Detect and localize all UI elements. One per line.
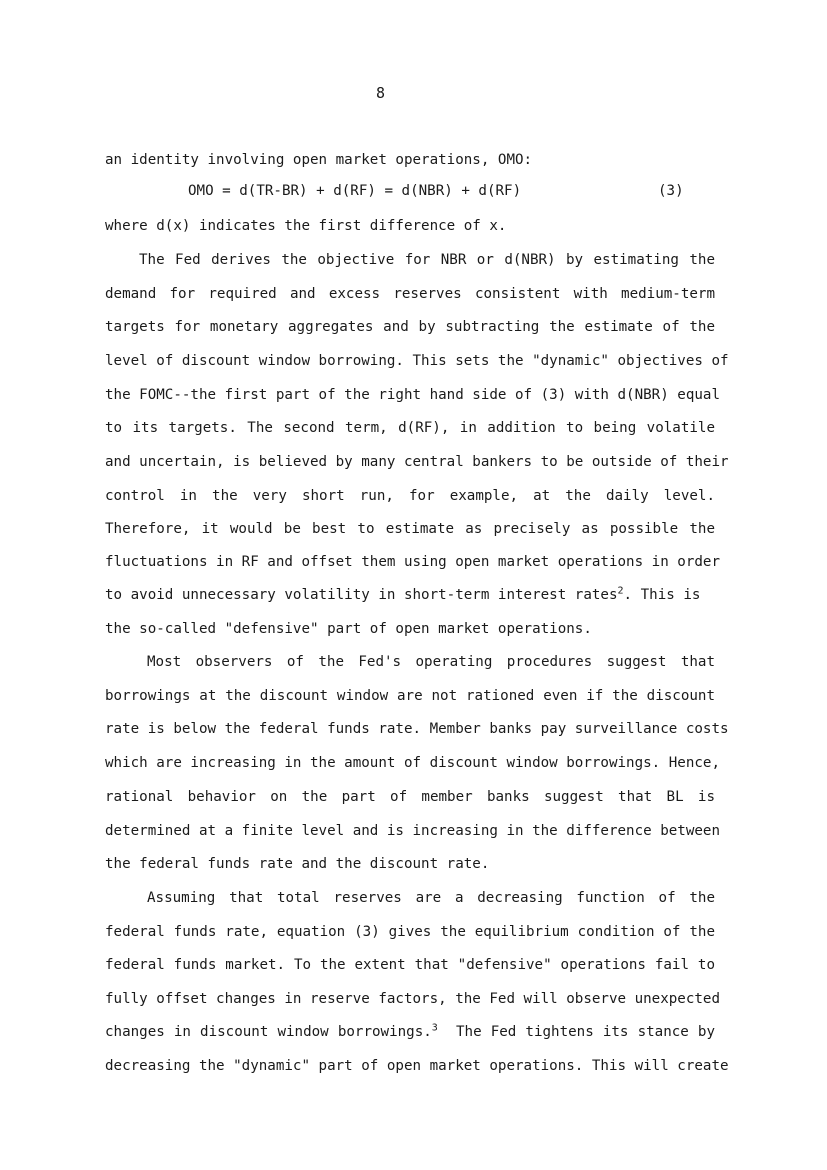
footnote-marker: 2 — [617, 585, 624, 597]
text-line: level of discount window borrowing. This sets the "dynamic" objectives of — [105, 353, 729, 369]
text-line: Therefore, it would be best to estimate as precisely as possible the — [105, 521, 715, 537]
equation-number: (3) — [658, 183, 684, 199]
paragraph-first-line: Assuming that total reserves are a decreasing function of the — [147, 890, 715, 906]
paragraph-first-line: The Fed derives the objective for NBR or d(NBR) by estimating the — [139, 252, 715, 268]
text-line: where d(x) indicates the first difference of x. — [105, 218, 507, 234]
footnote-marker: 3 — [431, 1022, 438, 1034]
text-line-with-footnote — [105, 1023, 715, 1041]
text-line: demand for required and excess reserves consistent with medium-term — [105, 286, 715, 302]
text-line: borrowings at the discount window are not rationed even if the discount — [105, 688, 715, 704]
text-line: the so-called "defensive" part of open market operations. — [105, 621, 592, 637]
text-segment: . This is — [623, 587, 701, 603]
text-line: targets for monetary aggregates and by subtracting the estimate of the — [105, 319, 715, 335]
text-line: determined at a finite level and is increasing in the difference between — [105, 823, 720, 839]
text-line: an identity involving open market operations, OMO: — [105, 152, 533, 168]
text-line: the federal funds rate and the discount rate. — [105, 856, 490, 872]
text-line: fluctuations in RF and offset them using open market operations in order — [105, 554, 720, 570]
text-line-with-footnote — [105, 586, 715, 604]
paragraph-first-line: Most observers of the Fed's operating procedures suggest that — [147, 654, 715, 670]
text-line: the FOMC--the first part of the right hand side of (3) with d(NBR) equal — [105, 387, 720, 403]
text-line: to its targets. The second term, d(RF), in addition to being volatile — [105, 420, 715, 436]
text-line: fully offset changes in reserve factors, the Fed will observe unexpected — [105, 991, 720, 1007]
text-line: decreasing the "dynamic" part of open market operations. This will create — [105, 1058, 729, 1074]
text-line: federal funds rate, equation (3) gives the equilibrium condition of the — [105, 924, 715, 940]
equation: OMO = d(TR-BR) + d(RF) = d(NBR) + d(RF) — [188, 183, 522, 199]
page-number: 8 — [376, 84, 386, 102]
text-segment: The Fed tightens its stance by — [456, 1024, 715, 1040]
text-line: federal funds market. To the extent that "defensive" operations fail to — [105, 957, 715, 973]
text-line: which are increasing in the amount of discount window borrowings. Hence, — [105, 755, 720, 771]
text-line: and uncertain, is believed by many central bankers to be outside of their — [105, 454, 729, 470]
text-line: control in the very short run, for example, at the daily level. — [105, 488, 715, 504]
text-segment: to avoid unnecessary volatility in short-term interest rates — [105, 587, 618, 603]
text-line: rational behavior on the part of member banks suggest that BL is — [105, 789, 715, 805]
text-segment: changes in discount window borrowings. — [105, 1024, 432, 1040]
text-line: rate is below the federal funds rate. Member banks pay surveillance costs — [105, 721, 729, 737]
